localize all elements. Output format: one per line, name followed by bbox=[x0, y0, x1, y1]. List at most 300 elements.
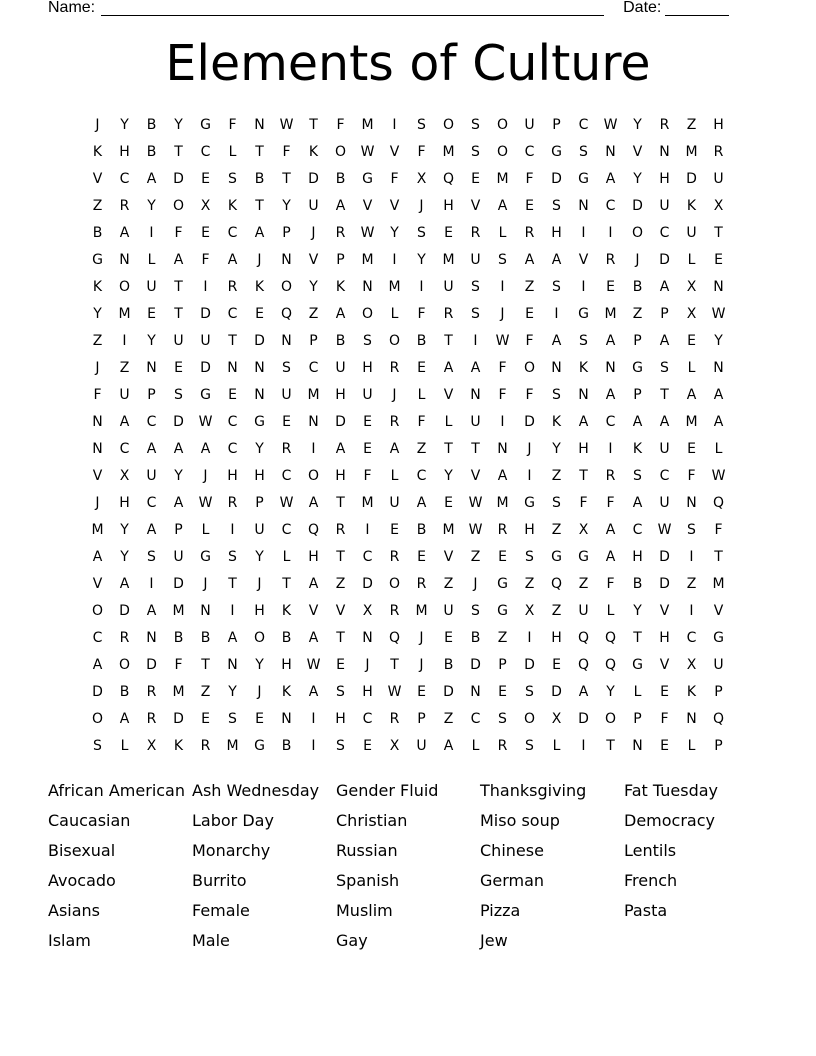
grid-letter[interactable]: J bbox=[95, 360, 100, 376]
grid-letter[interactable]: I bbox=[473, 333, 478, 349]
grid-letter[interactable]: K bbox=[308, 144, 319, 160]
date-input-line[interactable] bbox=[665, 1, 729, 16]
grid-letter[interactable]: H bbox=[524, 522, 535, 538]
grid-letter[interactable]: Y bbox=[120, 117, 129, 133]
grid-letter[interactable]: S bbox=[471, 117, 480, 133]
grid-letter[interactable]: R bbox=[146, 711, 157, 727]
grid-letter[interactable]: E bbox=[525, 306, 534, 322]
grid-letter[interactable]: O bbox=[334, 144, 347, 160]
grid-letter[interactable]: G bbox=[578, 306, 589, 322]
grid-letter[interactable]: N bbox=[551, 360, 562, 376]
grid-letter[interactable]: H bbox=[713, 117, 724, 133]
grid-letter[interactable]: U bbox=[443, 603, 454, 619]
grid-letter[interactable]: I bbox=[419, 279, 424, 295]
grid-letter[interactable]: U bbox=[281, 387, 292, 403]
grid-letter[interactable]: O bbox=[496, 144, 509, 160]
grid-letter[interactable]: U bbox=[713, 171, 724, 187]
grid-letter[interactable]: Y bbox=[606, 684, 615, 700]
grid-letter[interactable]: I bbox=[500, 279, 505, 295]
grid-letter[interactable]: J bbox=[527, 441, 532, 457]
grid-letter[interactable]: M bbox=[361, 117, 374, 133]
grid-letter[interactable]: C bbox=[119, 441, 130, 457]
grid-letter[interactable]: P bbox=[714, 738, 723, 754]
grid-letter[interactable]: S bbox=[633, 468, 642, 484]
grid-letter[interactable]: W bbox=[279, 495, 294, 511]
grid-letter[interactable]: N bbox=[362, 630, 373, 646]
grid-letter[interactable]: N bbox=[578, 198, 589, 214]
grid-letter[interactable]: G bbox=[524, 495, 535, 511]
grid-letter[interactable]: E bbox=[471, 171, 480, 187]
grid-letter[interactable]: M bbox=[712, 576, 725, 592]
grid-letter[interactable]: W bbox=[468, 495, 483, 511]
grid-letter[interactable]: I bbox=[581, 279, 586, 295]
grid-letter[interactable]: K bbox=[227, 198, 238, 214]
grid-letter[interactable]: N bbox=[470, 684, 481, 700]
grid-letter[interactable]: W bbox=[279, 117, 294, 133]
grid-letter[interactable]: T bbox=[336, 630, 345, 646]
grid-letter[interactable]: W bbox=[603, 117, 618, 133]
grid-letter[interactable]: S bbox=[417, 225, 426, 241]
grid-letter[interactable]: X bbox=[686, 279, 697, 295]
grid-letter[interactable]: M bbox=[442, 252, 455, 268]
grid-letter[interactable]: S bbox=[552, 387, 561, 403]
grid-letter[interactable]: E bbox=[255, 711, 264, 727]
grid-letter[interactable]: A bbox=[173, 495, 184, 511]
grid-letter[interactable]: I bbox=[554, 306, 559, 322]
grid-letter[interactable]: M bbox=[685, 144, 698, 160]
grid-letter[interactable]: A bbox=[713, 387, 724, 403]
grid-letter[interactable]: Z bbox=[632, 306, 643, 322]
grid-letter[interactable]: R bbox=[281, 441, 292, 457]
grid-letter[interactable]: Q bbox=[307, 522, 320, 538]
grid-letter[interactable]: J bbox=[257, 576, 262, 592]
grid-letter[interactable]: F bbox=[336, 117, 345, 133]
grid-letter[interactable]: G bbox=[254, 738, 265, 754]
grid-letter[interactable]: U bbox=[146, 279, 157, 295]
grid-letter[interactable]: U bbox=[362, 387, 373, 403]
grid-letter[interactable]: S bbox=[498, 711, 507, 727]
grid-letter[interactable]: P bbox=[309, 333, 318, 349]
grid-letter[interactable]: D bbox=[335, 414, 346, 430]
grid-letter[interactable]: N bbox=[713, 360, 724, 376]
grid-letter[interactable]: Z bbox=[551, 468, 562, 484]
grid-letter[interactable]: S bbox=[336, 684, 345, 700]
grid-letter[interactable]: C bbox=[659, 225, 670, 241]
grid-letter[interactable]: U bbox=[146, 468, 157, 484]
grid-letter[interactable]: F bbox=[687, 468, 696, 484]
grid-letter[interactable]: K bbox=[686, 684, 697, 700]
grid-letter[interactable]: Z bbox=[119, 360, 130, 376]
grid-letter[interactable]: A bbox=[92, 657, 103, 673]
grid-letter[interactable]: O bbox=[361, 306, 374, 322]
grid-letter[interactable]: G bbox=[362, 171, 373, 187]
grid-letter[interactable]: I bbox=[311, 738, 316, 754]
grid-letter[interactable]: N bbox=[362, 279, 373, 295]
grid-letter[interactable]: J bbox=[203, 468, 208, 484]
grid-letter[interactable]: P bbox=[633, 333, 642, 349]
grid-letter[interactable]: C bbox=[632, 522, 643, 538]
grid-letter[interactable]: R bbox=[470, 225, 481, 241]
grid-letter[interactable]: F bbox=[93, 387, 102, 403]
grid-letter[interactable]: C bbox=[227, 414, 238, 430]
grid-letter[interactable]: H bbox=[632, 549, 643, 565]
grid-letter[interactable]: E bbox=[417, 360, 426, 376]
grid-letter[interactable]: T bbox=[390, 657, 399, 673]
grid-letter[interactable]: Y bbox=[255, 549, 264, 565]
grid-letter[interactable]: I bbox=[689, 549, 694, 565]
grid-letter[interactable]: T bbox=[336, 549, 345, 565]
grid-letter[interactable]: A bbox=[578, 414, 589, 430]
grid-letter[interactable]: R bbox=[497, 522, 508, 538]
grid-letter[interactable]: E bbox=[147, 306, 156, 322]
grid-letter[interactable]: I bbox=[527, 630, 532, 646]
grid-letter[interactable]: H bbox=[578, 441, 589, 457]
grid-letter[interactable]: Y bbox=[93, 306, 102, 322]
grid-letter[interactable]: B bbox=[281, 630, 292, 646]
grid-letter[interactable]: U bbox=[335, 360, 346, 376]
grid-letter[interactable]: F bbox=[660, 711, 669, 727]
grid-letter[interactable]: T bbox=[174, 306, 183, 322]
grid-letter[interactable]: N bbox=[281, 333, 292, 349]
grid-letter[interactable]: I bbox=[203, 279, 208, 295]
grid-letter[interactable]: G bbox=[713, 630, 724, 646]
grid-letter[interactable]: R bbox=[119, 198, 130, 214]
grid-letter[interactable]: R bbox=[146, 684, 157, 700]
grid-letter[interactable]: U bbox=[200, 333, 211, 349]
grid-letter[interactable]: J bbox=[203, 576, 208, 592]
grid-letter[interactable]: D bbox=[200, 306, 211, 322]
grid-letter[interactable]: H bbox=[254, 603, 265, 619]
grid-letter[interactable]: C bbox=[281, 522, 292, 538]
grid-letter[interactable]: M bbox=[172, 603, 185, 619]
grid-letter[interactable]: Y bbox=[633, 603, 642, 619]
grid-letter[interactable]: H bbox=[659, 630, 670, 646]
grid-letter[interactable]: M bbox=[91, 522, 104, 538]
grid-letter[interactable]: D bbox=[443, 684, 454, 700]
grid-letter[interactable]: T bbox=[255, 198, 264, 214]
grid-letter[interactable]: X bbox=[578, 522, 589, 538]
grid-letter[interactable]: K bbox=[92, 279, 103, 295]
grid-letter[interactable]: N bbox=[92, 441, 103, 457]
grid-letter[interactable]: A bbox=[173, 441, 184, 457]
grid-letter[interactable]: F bbox=[417, 144, 426, 160]
grid-letter[interactable]: M bbox=[361, 252, 374, 268]
grid-letter[interactable]: W bbox=[387, 684, 402, 700]
grid-letter[interactable]: O bbox=[118, 657, 131, 673]
grid-letter[interactable]: A bbox=[227, 630, 238, 646]
grid-letter[interactable]: Z bbox=[200, 684, 211, 700]
grid-letter[interactable]: J bbox=[257, 252, 262, 268]
grid-letter[interactable]: E bbox=[282, 414, 291, 430]
grid-letter[interactable]: T bbox=[606, 738, 615, 754]
grid-letter[interactable]: F bbox=[363, 468, 372, 484]
grid-letter[interactable]: S bbox=[552, 495, 561, 511]
grid-letter[interactable]: N bbox=[659, 144, 670, 160]
grid-letter[interactable]: G bbox=[497, 576, 508, 592]
grid-letter[interactable]: E bbox=[255, 306, 264, 322]
grid-letter[interactable]: H bbox=[335, 711, 346, 727]
grid-letter[interactable]: A bbox=[632, 495, 643, 511]
grid-letter[interactable]: E bbox=[498, 684, 507, 700]
grid-letter[interactable]: Y bbox=[417, 252, 426, 268]
grid-letter[interactable]: Y bbox=[633, 171, 642, 187]
grid-letter[interactable]: A bbox=[308, 576, 319, 592]
grid-letter[interactable]: Z bbox=[416, 441, 427, 457]
grid-letter[interactable]: C bbox=[470, 711, 481, 727]
grid-letter[interactable]: V bbox=[362, 198, 373, 214]
grid-letter[interactable]: H bbox=[335, 468, 346, 484]
grid-letter[interactable]: P bbox=[552, 117, 561, 133]
grid-letter[interactable]: B bbox=[146, 144, 157, 160]
grid-letter[interactable]: E bbox=[660, 738, 669, 754]
grid-letter[interactable]: Q bbox=[577, 657, 590, 673]
grid-letter[interactable]: P bbox=[633, 711, 642, 727]
grid-letter[interactable]: A bbox=[605, 333, 616, 349]
grid-letter[interactable]: M bbox=[442, 522, 455, 538]
grid-letter[interactable]: S bbox=[552, 279, 561, 295]
grid-letter[interactable]: G bbox=[200, 117, 211, 133]
grid-letter[interactable]: E bbox=[201, 171, 210, 187]
grid-letter[interactable]: A bbox=[524, 252, 535, 268]
grid-letter[interactable]: G bbox=[497, 603, 508, 619]
grid-letter[interactable]: E bbox=[498, 549, 507, 565]
grid-letter[interactable]: D bbox=[146, 657, 157, 673]
grid-letter[interactable]: Y bbox=[228, 684, 237, 700]
grid-letter[interactable]: R bbox=[200, 738, 211, 754]
grid-letter[interactable]: P bbox=[147, 387, 156, 403]
grid-letter[interactable]: F bbox=[579, 495, 588, 511]
grid-letter[interactable]: Q bbox=[388, 630, 401, 646]
grid-letter[interactable]: V bbox=[632, 144, 643, 160]
grid-letter[interactable]: O bbox=[253, 630, 266, 646]
grid-letter[interactable]: Y bbox=[390, 225, 399, 241]
grid-letter[interactable]: G bbox=[254, 414, 265, 430]
grid-letter[interactable]: G bbox=[200, 549, 211, 565]
grid-letter[interactable]: V bbox=[92, 171, 103, 187]
grid-letter[interactable]: R bbox=[713, 144, 724, 160]
grid-letter[interactable]: V bbox=[308, 252, 319, 268]
grid-letter[interactable]: K bbox=[551, 414, 562, 430]
grid-letter[interactable]: S bbox=[174, 387, 183, 403]
grid-letter[interactable]: V bbox=[659, 657, 670, 673]
grid-letter[interactable]: A bbox=[389, 441, 400, 457]
grid-letter[interactable]: A bbox=[659, 279, 670, 295]
grid-letter[interactable]: N bbox=[146, 360, 157, 376]
grid-letter[interactable]: F bbox=[714, 522, 723, 538]
grid-letter[interactable]: B bbox=[632, 576, 643, 592]
grid-letter[interactable]: H bbox=[254, 468, 265, 484]
grid-letter[interactable]: A bbox=[335, 198, 346, 214]
grid-letter[interactable]: D bbox=[173, 414, 184, 430]
grid-letter[interactable]: R bbox=[335, 225, 346, 241]
grid-letter[interactable]: U bbox=[308, 198, 319, 214]
grid-letter[interactable]: L bbox=[687, 738, 696, 754]
grid-letter[interactable]: B bbox=[173, 630, 184, 646]
grid-letter[interactable]: D bbox=[551, 684, 562, 700]
grid-letter[interactable]: I bbox=[581, 225, 586, 241]
grid-letter[interactable]: L bbox=[390, 306, 399, 322]
grid-letter[interactable]: A bbox=[308, 630, 319, 646]
grid-letter[interactable]: D bbox=[632, 198, 643, 214]
grid-letter[interactable]: D bbox=[92, 684, 103, 700]
grid-letter[interactable]: L bbox=[444, 414, 453, 430]
grid-letter[interactable]: L bbox=[606, 603, 615, 619]
grid-letter[interactable]: U bbox=[470, 252, 481, 268]
grid-letter[interactable]: N bbox=[281, 711, 292, 727]
grid-letter[interactable]: N bbox=[578, 387, 589, 403]
grid-letter[interactable]: T bbox=[714, 225, 723, 241]
grid-letter[interactable]: M bbox=[361, 495, 374, 511]
grid-letter[interactable]: D bbox=[200, 360, 211, 376]
grid-letter[interactable]: U bbox=[173, 333, 184, 349]
grid-letter[interactable]: R bbox=[416, 576, 427, 592]
grid-letter[interactable]: D bbox=[659, 549, 670, 565]
grid-letter[interactable]: L bbox=[471, 738, 480, 754]
grid-letter[interactable]: Y bbox=[147, 198, 156, 214]
grid-letter[interactable]: S bbox=[363, 333, 372, 349]
grid-letter[interactable]: H bbox=[281, 657, 292, 673]
grid-letter[interactable]: R bbox=[389, 549, 400, 565]
grid-letter[interactable]: V bbox=[659, 603, 670, 619]
grid-letter[interactable]: C bbox=[416, 468, 427, 484]
grid-letter[interactable]: E bbox=[336, 657, 345, 673]
grid-letter[interactable]: A bbox=[146, 603, 157, 619]
grid-letter[interactable]: Y bbox=[120, 522, 129, 538]
grid-letter[interactable]: Y bbox=[120, 549, 129, 565]
grid-letter[interactable]: C bbox=[578, 117, 589, 133]
grid-letter[interactable]: W bbox=[198, 495, 213, 511]
grid-letter[interactable]: D bbox=[686, 171, 697, 187]
grid-letter[interactable]: W bbox=[198, 414, 213, 430]
grid-letter[interactable]: A bbox=[92, 549, 103, 565]
grid-letter[interactable]: N bbox=[605, 144, 616, 160]
grid-letter[interactable]: Y bbox=[552, 441, 561, 457]
grid-letter[interactable]: I bbox=[392, 252, 397, 268]
grid-letter[interactable]: S bbox=[687, 522, 696, 538]
grid-letter[interactable]: U bbox=[173, 549, 184, 565]
grid-letter[interactable]: P bbox=[498, 657, 507, 673]
grid-letter[interactable]: L bbox=[417, 387, 426, 403]
grid-letter[interactable]: E bbox=[552, 657, 561, 673]
grid-letter[interactable]: A bbox=[470, 360, 481, 376]
grid-letter[interactable]: J bbox=[635, 252, 640, 268]
grid-letter[interactable]: Z bbox=[443, 711, 454, 727]
grid-letter[interactable]: C bbox=[281, 468, 292, 484]
grid-letter[interactable]: T bbox=[309, 117, 318, 133]
grid-letter[interactable]: S bbox=[228, 171, 237, 187]
grid-letter[interactable]: F bbox=[525, 387, 534, 403]
grid-letter[interactable]: J bbox=[473, 576, 478, 592]
grid-letter[interactable]: N bbox=[470, 387, 481, 403]
grid-letter[interactable]: O bbox=[523, 711, 536, 727]
grid-letter[interactable]: O bbox=[118, 279, 131, 295]
grid-letter[interactable]: S bbox=[660, 360, 669, 376]
grid-letter[interactable]: F bbox=[606, 576, 615, 592]
grid-letter[interactable]: S bbox=[579, 333, 588, 349]
grid-letter[interactable]: E bbox=[444, 495, 453, 511]
grid-letter[interactable]: C bbox=[362, 711, 373, 727]
grid-letter[interactable]: I bbox=[122, 333, 127, 349]
grid-letter[interactable]: M bbox=[442, 144, 455, 160]
grid-letter[interactable]: Q bbox=[442, 171, 455, 187]
grid-letter[interactable]: G bbox=[632, 360, 643, 376]
grid-letter[interactable]: T bbox=[336, 495, 345, 511]
grid-letter[interactable]: O bbox=[496, 117, 509, 133]
grid-letter[interactable]: S bbox=[498, 252, 507, 268]
grid-letter[interactable]: M bbox=[172, 684, 185, 700]
grid-letter[interactable]: C bbox=[227, 441, 238, 457]
grid-letter[interactable]: R bbox=[524, 225, 535, 241]
grid-letter[interactable]: V bbox=[713, 603, 724, 619]
grid-letter[interactable]: N bbox=[227, 657, 238, 673]
grid-letter[interactable]: A bbox=[335, 441, 346, 457]
grid-letter[interactable]: F bbox=[606, 495, 615, 511]
grid-letter[interactable]: D bbox=[659, 576, 670, 592]
grid-letter[interactable]: Q bbox=[604, 630, 617, 646]
grid-letter[interactable]: Z bbox=[497, 630, 508, 646]
grid-letter[interactable]: T bbox=[228, 576, 237, 592]
grid-letter[interactable]: Z bbox=[686, 576, 697, 592]
grid-letter[interactable]: I bbox=[581, 738, 586, 754]
grid-letter[interactable]: B bbox=[443, 657, 454, 673]
grid-letter[interactable]: C bbox=[92, 630, 103, 646]
grid-letter[interactable]: V bbox=[92, 468, 103, 484]
grid-letter[interactable]: E bbox=[363, 738, 372, 754]
grid-letter[interactable]: J bbox=[392, 387, 397, 403]
grid-letter[interactable]: Z bbox=[308, 306, 319, 322]
grid-letter[interactable]: Y bbox=[174, 117, 183, 133]
grid-letter[interactable]: A bbox=[443, 738, 454, 754]
grid-letter[interactable]: W bbox=[495, 333, 510, 349]
grid-letter[interactable]: S bbox=[525, 738, 534, 754]
grid-letter[interactable]: T bbox=[633, 630, 642, 646]
grid-letter[interactable]: A bbox=[146, 522, 157, 538]
grid-letter[interactable]: L bbox=[282, 549, 291, 565]
grid-letter[interactable]: H bbox=[335, 387, 346, 403]
grid-letter[interactable]: A bbox=[605, 387, 616, 403]
grid-letter[interactable]: C bbox=[659, 468, 670, 484]
grid-letter[interactable]: X bbox=[686, 657, 697, 673]
grid-letter[interactable]: D bbox=[308, 171, 319, 187]
grid-letter[interactable]: K bbox=[92, 144, 103, 160]
grid-letter[interactable]: J bbox=[95, 495, 100, 511]
grid-letter[interactable]: V bbox=[443, 387, 454, 403]
grid-letter[interactable]: E bbox=[201, 225, 210, 241]
grid-letter[interactable]: U bbox=[416, 738, 427, 754]
grid-letter[interactable]: T bbox=[660, 387, 669, 403]
grid-letter[interactable]: F bbox=[282, 144, 291, 160]
grid-letter[interactable]: T bbox=[282, 576, 291, 592]
grid-letter[interactable]: R bbox=[227, 495, 238, 511]
grid-letter[interactable]: N bbox=[254, 360, 265, 376]
grid-letter[interactable]: O bbox=[91, 711, 104, 727]
grid-letter[interactable]: N bbox=[605, 360, 616, 376]
grid-letter[interactable]: O bbox=[523, 360, 536, 376]
grid-letter[interactable]: D bbox=[659, 252, 670, 268]
grid-letter[interactable]: S bbox=[282, 360, 291, 376]
grid-letter[interactable]: T bbox=[174, 279, 183, 295]
grid-letter[interactable]: Y bbox=[255, 657, 264, 673]
grid-letter[interactable]: T bbox=[255, 144, 264, 160]
grid-letter[interactable]: A bbox=[227, 252, 238, 268]
grid-letter[interactable]: B bbox=[200, 630, 211, 646]
grid-letter[interactable]: K bbox=[335, 279, 346, 295]
grid-letter[interactable]: E bbox=[687, 333, 696, 349]
grid-letter[interactable]: S bbox=[552, 198, 561, 214]
grid-letter[interactable]: A bbox=[605, 171, 616, 187]
grid-letter[interactable]: S bbox=[471, 603, 480, 619]
grid-letter[interactable]: E bbox=[687, 441, 696, 457]
